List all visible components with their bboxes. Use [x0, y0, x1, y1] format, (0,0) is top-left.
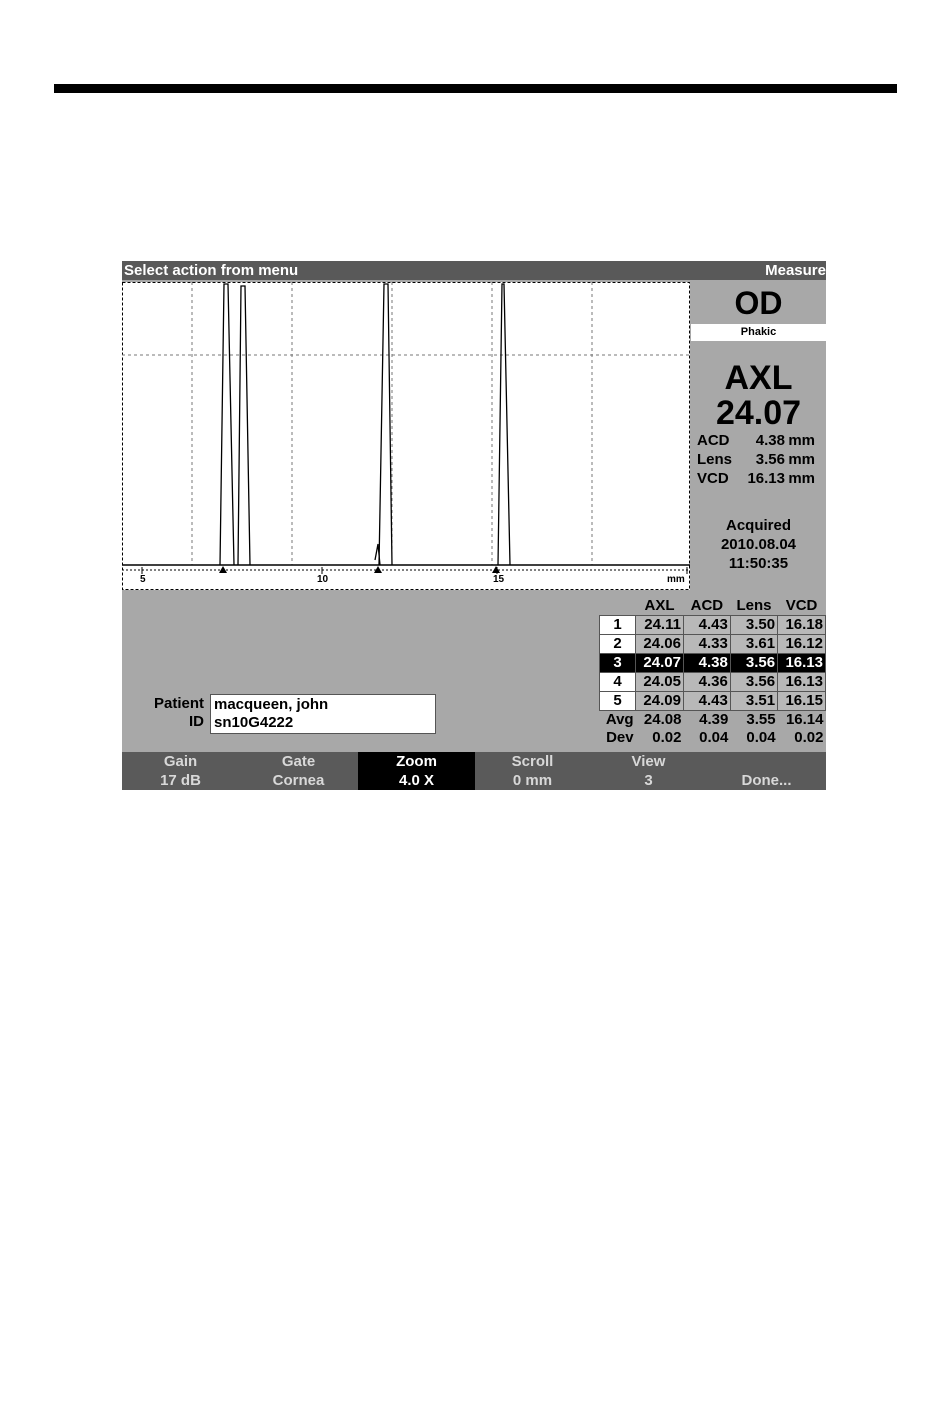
column-header: Lens	[736, 597, 772, 614]
acquired-date: 2010.08.04	[720, 536, 797, 553]
axl-cell: 24.07	[636, 654, 684, 673]
avg-label: Avg	[605, 711, 634, 728]
acquired-time: 11:50:35	[728, 555, 789, 572]
patient-results-area	[122, 592, 826, 750]
dev-lens: 0.04	[746, 729, 776, 746]
measurement-label: Lens	[697, 451, 733, 468]
results-row-selected[interactable]	[600, 654, 826, 673]
menu-label: Scroll	[511, 753, 554, 770]
softkey-menu-bar	[122, 752, 826, 790]
axis-unit-label: mm	[667, 574, 685, 585]
menu-done[interactable]	[708, 752, 825, 790]
measurement-row-vcd	[697, 470, 815, 488]
patient-info-field[interactable]	[210, 694, 436, 734]
results-dev-row	[600, 729, 826, 747]
row-index: 1	[600, 616, 636, 635]
patient-name-value: macqueen, john	[214, 696, 329, 713]
acquired-label: Acquired	[725, 517, 791, 534]
measurement-unit: mm	[788, 451, 815, 468]
measurement-row-acd	[697, 432, 815, 450]
menu-gain[interactable]	[122, 752, 239, 790]
column-header: AXL	[644, 597, 675, 614]
biometer-screen	[122, 261, 826, 790]
lens-cell: 3.50	[730, 616, 777, 635]
results-row[interactable]	[600, 616, 826, 635]
menu-value: Done...	[741, 772, 792, 789]
measurement-value: 4.38	[755, 432, 785, 449]
axis-tick-label: 10	[317, 574, 329, 585]
measurement-row-lens	[697, 451, 815, 469]
ascan-waveform-plot[interactable]	[122, 282, 690, 590]
menu-value: Cornea	[272, 772, 325, 789]
dev-label: Dev	[606, 729, 634, 746]
axl-cell: 24.05	[636, 673, 684, 692]
column-header: ACD	[690, 597, 724, 614]
measurement-unit: mm	[788, 432, 815, 449]
axis-tick-label: 15	[493, 574, 505, 585]
row-index: 4	[600, 673, 636, 692]
menu-gate[interactable]	[240, 752, 357, 790]
avg-lens: 3.55	[746, 711, 776, 728]
measurement-summary-panel	[691, 282, 826, 590]
vcd-cell: 16.18	[778, 616, 826, 635]
results-row[interactable]	[600, 635, 826, 654]
echo-spikes	[220, 284, 510, 565]
acd-cell: 4.33	[683, 635, 730, 654]
axis-tick-label: 5	[140, 574, 146, 585]
measurement-label: ACD	[697, 432, 730, 449]
acd-cell: 4.38	[683, 654, 730, 673]
axl-cell: 24.11	[636, 616, 684, 635]
menu-value: 4.0 X	[398, 772, 435, 789]
measurement-label: VCD	[697, 470, 729, 487]
eye-label: OD	[734, 285, 783, 321]
vcd-cell: 16.13	[778, 673, 826, 692]
status-message: Select action from menu	[124, 262, 299, 279]
menu-label: Zoom	[396, 753, 437, 770]
menu-label	[708, 752, 825, 771]
menu-label: Gate	[281, 753, 316, 770]
patient-id-value: sn10G4222	[214, 714, 294, 731]
menu-value: 0 mm	[512, 772, 553, 789]
menu-label: View	[631, 753, 666, 770]
menu-value: 3	[644, 772, 653, 789]
dev-axl: 0.02	[652, 729, 682, 746]
measurement-unit: mm	[788, 470, 815, 487]
menu-scroll[interactable]	[474, 752, 591, 790]
acd-cell: 4.43	[683, 692, 730, 711]
patient-name-label: Patient	[153, 695, 204, 712]
row-index: 3	[600, 654, 636, 673]
column-header: VCD	[785, 597, 818, 614]
axl-value: 24.07	[715, 394, 802, 432]
vcd-cell: 16.12	[778, 635, 826, 654]
vcd-cell: 16.13	[778, 654, 826, 673]
results-table	[599, 597, 826, 747]
measurement-value: 16.13	[747, 470, 785, 487]
lens-cell: 3.61	[730, 635, 777, 654]
axis-ticks	[122, 567, 690, 574]
lens-cell: 3.56	[730, 654, 777, 673]
menu-view[interactable]	[590, 752, 707, 790]
axl-cell: 24.06	[636, 635, 684, 654]
results-row[interactable]	[600, 692, 826, 711]
gate-marker	[219, 566, 227, 573]
plot-gridlines	[122, 282, 690, 565]
dev-acd: 0.04	[699, 729, 729, 746]
acd-cell: 4.36	[683, 673, 730, 692]
menu-zoom[interactable]	[358, 752, 475, 790]
patient-id-label: ID	[189, 713, 204, 730]
avg-vcd: 16.14	[785, 711, 824, 728]
axl-label: AXL	[724, 359, 793, 397]
menu-value: 17 dB	[160, 772, 201, 789]
row-index: 2	[600, 635, 636, 654]
row-index: 5	[600, 692, 636, 711]
results-avg-row	[600, 711, 826, 730]
acd-cell: 4.43	[683, 616, 730, 635]
results-row[interactable]	[600, 673, 826, 692]
mode-label: Measure	[765, 262, 826, 279]
lens-cell: 3.51	[730, 692, 777, 711]
lens-status: Phakic	[691, 324, 826, 341]
dev-vcd: 0.02	[794, 729, 824, 746]
axl-cell: 24.09	[636, 692, 684, 711]
lens-cell: 3.56	[730, 673, 777, 692]
avg-axl: 24.08	[643, 711, 682, 728]
title-bar	[122, 261, 826, 280]
menu-label: Gain	[163, 753, 198, 770]
waveform-svg	[122, 282, 690, 590]
vcd-cell: 16.15	[778, 692, 826, 711]
page-header-rule	[54, 84, 897, 93]
measurement-value: 3.56	[755, 451, 785, 468]
avg-acd: 4.39	[699, 711, 729, 728]
